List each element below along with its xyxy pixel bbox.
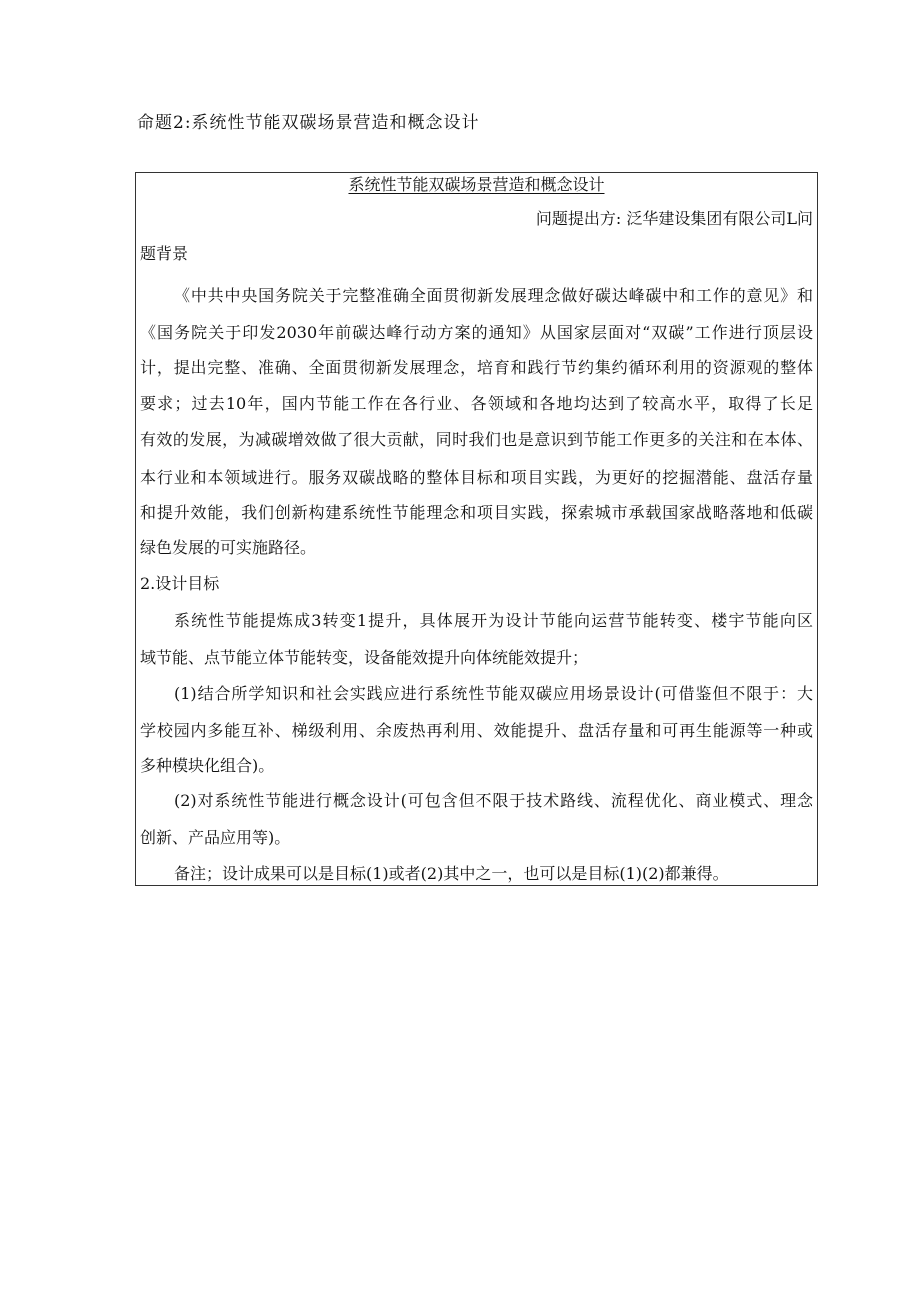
background-line: 本行业和本领域进行。服务双碳战略的整体目标和项目实践，为更好的挖掘潜能、盘活存量 xyxy=(140,468,813,487)
background-line: 《中共中央国务院关于完整准确全面贯彻新发展理念做好碳达峰碳中和工作的意见》和 xyxy=(174,286,813,305)
background-line: 有效的发展，为减碳增效做了很大贡献，同时我们也是意识到节能工作更多的关注和在本体、 xyxy=(140,430,813,449)
section-background-heading: 题背景 xyxy=(140,244,189,263)
goal-line: 域节能、点节能立体节能转变，设备能效提升向体统能效提升； xyxy=(140,648,589,667)
background-line: 计，提出完整、准确、全面贯彻新发展理念，培育和践行节约集约循环利用的资源观的整体 xyxy=(140,358,813,377)
background-line: 《国务院关于印发2030年前碳达峰行动方案的通知》从国家层面对“双碳”工作进行顶层设 xyxy=(140,323,813,342)
background-line: 和提升效能，我们创新构建系统性节能理念和项目实践，探索城市承载国家战略落地和低碳 xyxy=(140,503,813,522)
goal-line: 学校园内多能互补、梯级利用、余废热再利用、效能提升、盘活存量和可再生能源等一种或 xyxy=(140,721,813,740)
background-line: 要求；过去10年，国内节能工作在各行业、各领域和各地均达到了较高水平，取得了长足 xyxy=(140,394,813,413)
table-title: 系统性节能双碳场景营造和概念设计 xyxy=(348,175,605,194)
goal-line: 多种模块化组合)。 xyxy=(140,756,275,775)
background-line: 绿色发展的可实施路径。 xyxy=(140,538,317,557)
document-heading: 命题2:系统性节能双碳场景营造和概念设计 xyxy=(137,113,480,133)
section-goals-heading: 2.设计目标 xyxy=(140,574,220,593)
goal-line: 创新、产品应用等)。 xyxy=(140,828,291,847)
provider-line: 问题提出方: 泛华建设集团有限公司L问 xyxy=(535,209,813,228)
proposal-table xyxy=(135,172,818,886)
goal-line: (1)结合所学知识和社会实践应进行系统性节能双碳应用场景设计(可借鉴但不限于：大 xyxy=(174,684,813,703)
goal-line: (2)对系统性节能进行概念设计(可包含但不限于技术路线、流程优化、商业模式、理念 xyxy=(174,791,813,810)
goal-note-line: 备注；设计成果可以是目标(1)或者(2)其中之一，也可以是目标(1)(2)都兼得。 xyxy=(174,864,729,883)
goal-line: 系统性节能提炼成3转变1提升，具体展开为设计节能向运营节能转变、楼宇节能向区 xyxy=(174,611,813,630)
